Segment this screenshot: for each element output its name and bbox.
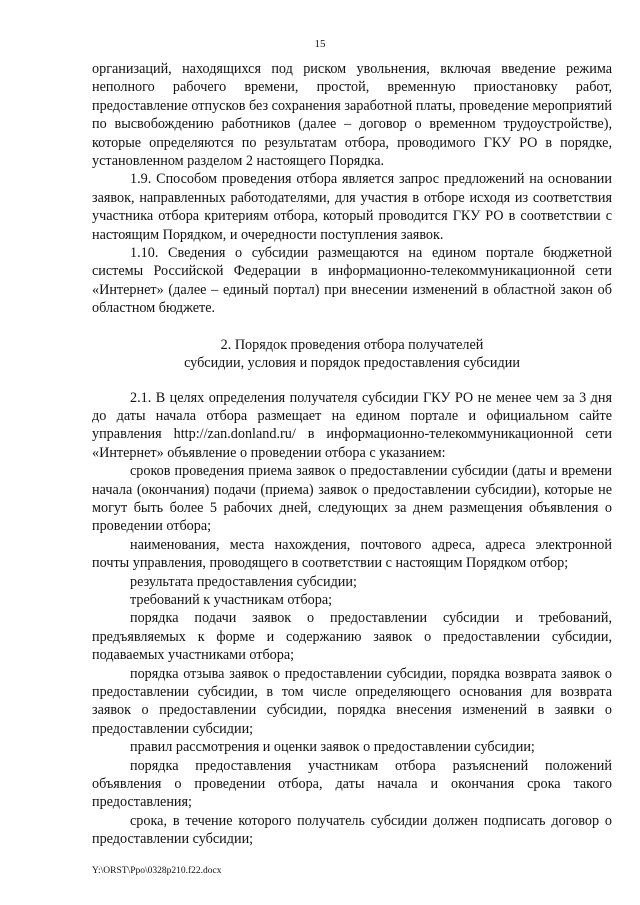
list-item: порядка отзыва заявок о предоставлении субсидии, порядка возврата заявок о предоставлении субсидии, в том числе определяющего основания для возврата заявок о предоставлении субсидии, порядка внесения изменений в заявки о предоставлении субсидии; xyxy=(92,665,612,737)
section-heading-line-1: 2. Порядок проведения отбора получателей xyxy=(220,336,484,353)
paragraph-1-10: 1.10. Сведения о субсидии размещаются на едином портале бюджетной системы Российской Федерации в информационно-телекоммуникационной сети «Интернет» (далее – единый портал) при внесении изменений в областной закон об областном бюджете. xyxy=(92,245,612,317)
list-item: правил рассмотрения и оценки заявок о предоставлении субсидии; xyxy=(130,739,535,756)
paragraph-2-1: 2.1. В целях определения получателя субсидии ГКУ РО не менее чем за 3 дня до даты начала отбора размещает на едином портале и официальном сайте управления http://zan.donland.ru/ в информационно-телекоммуникационной сети «Интернет» объявление о проведении отбора с указанием: xyxy=(92,389,612,461)
document-body xyxy=(92,60,612,849)
list-item: наименования, места нахождения, почтового адреса, адреса электронной почты управления, проводящего в соответствии с настоящим Порядком отбор; xyxy=(92,536,612,572)
list-item: сроков проведения приема заявок о предоставлении субсидии (даты и времени начала (окончания) подачи (приема) заявок о предоставлении субсидии), которые не могут быть более 5 рабочих дней, следующих за днем размещения объявления о проведении отбора; xyxy=(92,463,612,535)
footer-file-path: Y:\ORST\Ppo\0328p210.f22.docx xyxy=(92,866,222,876)
list-item: требований к участникам отбора; xyxy=(130,591,333,608)
section-heading xyxy=(92,336,612,373)
list-item: порядка предоставления участникам отбора разъяснений положений объявления о проведении отбора, даты начала и окончания срока такого предоставления; xyxy=(92,757,612,811)
paragraph-continuation: организаций, находящихся под риском увольнения, включая введение режима неполного рабочего времени, простой, временную приостановку работ, предоставление отпусков без сохранения заработной платы, проведение мероприятий по высвобождению работников (далее – договор о временном трудоустройстве), которые определяются по результатам отбора, проводимого ГКУ РО в порядке, установленном разделом 2 настоящего Порядка. xyxy=(92,61,612,170)
paragraph-1-9: 1.9. Способом проведения отбора является запрос предложений на основании заявок, направленных работодателями, для участия в отборе исходя из соответствия участника отбора критериям отбора, который проводится ГКУ РО в соответствии с настоящим Порядком, и очередности поступления заявок. xyxy=(92,171,612,243)
section-heading-line-2: субсидии, условия и порядок предоставления субсидии xyxy=(184,355,520,372)
page-number: 15 xyxy=(314,38,326,50)
list-item: результата предоставления субсидии; xyxy=(130,573,357,590)
list-item: порядка подачи заявок о предоставлении субсидии и требований, предъявляемых к форме и содержанию заявок о предоставлении субсидии, подаваемых участниками отбора; xyxy=(92,610,612,664)
list-item: срока, в течение которого получатель субсидии должен подписать договор о предоставлении субсидии; xyxy=(92,812,612,848)
